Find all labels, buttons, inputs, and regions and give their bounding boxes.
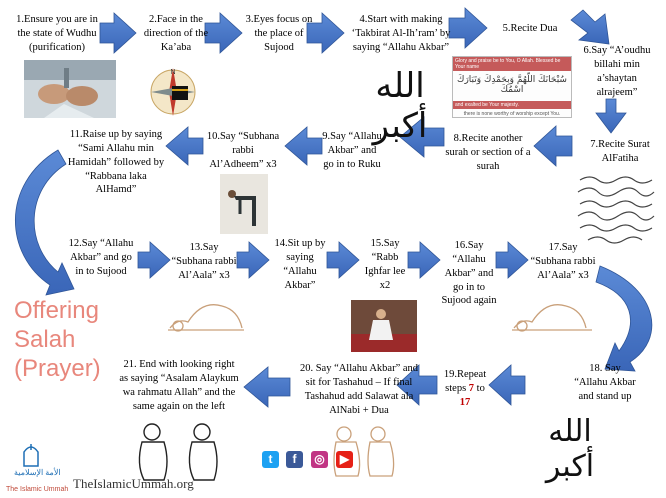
step-7: 7.Recite Surat AlFatiha	[590, 139, 650, 164]
step-11: 11.Raise up by saying “Sami Allahu min Hamidah” followed by “Rabbana laka AlHamd”	[67, 129, 165, 196]
step-12: 12.Say “Allahu Akbar” and go in to Sujood	[68, 238, 134, 277]
tashahud-sketch	[322, 420, 402, 486]
arrow-12-13	[138, 242, 170, 278]
tashahud-photo	[351, 300, 417, 352]
twitter-icon[interactable]: t	[262, 451, 279, 468]
step-15: 15.Say “Rabb Ighfar lee x2	[364, 238, 406, 291]
step-6: 6.Say “A’oudhu billahi min a’shaytan alrajeem”	[583, 45, 651, 98]
step-5: 5.Recite Dua	[502, 23, 558, 34]
step-19: 19.Repeat steps 7 to 17	[437, 368, 493, 410]
surat-alfatiha-calligraphy	[574, 172, 658, 248]
dua-card: Glory and praise be to You, O Allah. Blessed be Your name سُبْحَانَكَ اللّهُمَّ وَبِحَمْدِكَ وَتَبَارَكَ اسْمُكَ and exalted be Your majesty. there is none worthy of worship except You.	[452, 56, 572, 118]
step-19-start: 7	[468, 382, 475, 394]
step-17: 17.Say “Subhana rabbi Al’Aala” x3	[530, 242, 596, 281]
qibla-compass-icon	[148, 62, 198, 120]
step-16: 16.Say “Allahu Akbar” and go in to Sujood again	[441, 240, 497, 307]
facebook-icon[interactable]: f	[286, 451, 303, 468]
step-21: 21. End with looking right as saying “Asalam Alaykum wa rahmatu Allah” and the same again on the left	[119, 359, 239, 412]
step-1: 1.Ensure you are in the state of Wudhu (purification)	[16, 14, 98, 53]
allahu-akbar-calligraphy-2: الله أكبر	[545, 414, 595, 484]
youtube-icon[interactable]: ▶	[336, 451, 353, 468]
ruku-figure	[220, 174, 268, 234]
svg-text:N: N	[170, 69, 176, 76]
step-19-end: 17	[459, 396, 471, 408]
step-18: 18. Say “Allahu Akbar and stand up	[574, 363, 636, 402]
brand-arabic: الأمة الإسلامية	[14, 468, 61, 477]
site-url: TheIslamicUmmah.org	[73, 476, 194, 491]
step-8: 8.Recite another surah or section of a surah	[445, 133, 531, 172]
page-title: Offering Salah (Prayer)	[14, 297, 101, 382]
step-13: 13.Say “Subhana rabbi Al’Aala” x3	[171, 242, 237, 281]
brand-english: The Islamic Ummah	[6, 486, 69, 493]
step-2: 2.Face in the direction of the Ka’aba	[143, 14, 209, 53]
arrow-18-19	[489, 365, 525, 405]
arrow-14-15	[327, 242, 359, 278]
allahu-akbar-calligraphy: الله أكبر	[372, 66, 428, 146]
islamic-ummah-logo	[16, 440, 46, 468]
step-10: 10.Say “Subhana rabbi Al’Adheem” x3	[206, 131, 280, 170]
arrow-7-8	[534, 126, 572, 166]
sujood-sketch-2	[508, 288, 596, 336]
instagram-icon[interactable]: ◎	[311, 451, 328, 468]
step-20: 20. Say “Allahu Akbar” and sit for Tashahud – If final Tashahud add Salawat ala AlNabi + Dua	[299, 363, 419, 416]
sujood-sketch-1	[164, 288, 248, 336]
step-4: 4.Start with making ‘Takbirat Al-Ih’ram’ by saying “Allahu Akbar”	[351, 14, 451, 53]
step-9: 9.Say “Allahu Akbar” and go in to Ruku	[322, 131, 382, 170]
wudhu-photo	[24, 60, 116, 118]
arrow-13-14	[237, 242, 269, 278]
step-14: 14.Sit up by saying “Allahu Akbar”	[274, 238, 326, 291]
arrow-6-7	[596, 99, 626, 133]
arrow-5-6	[571, 10, 609, 44]
step-3: 3.Eyes focus on the place of Sujood	[245, 14, 313, 53]
